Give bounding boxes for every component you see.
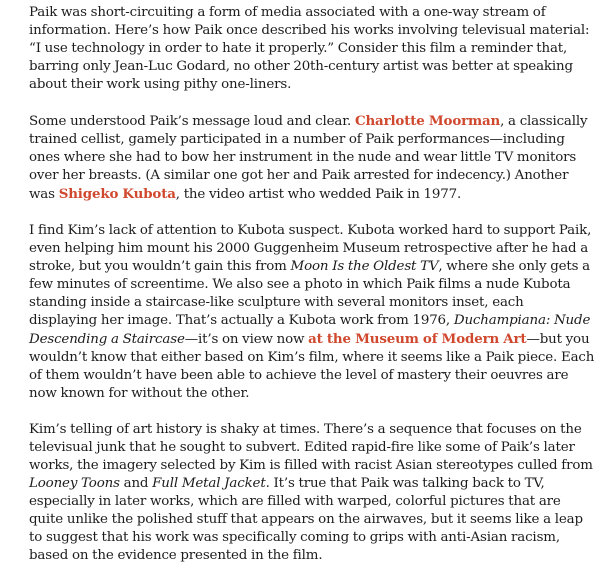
- link-museum-of-modern-art[interactable]: at the Museum of Modern Art: [308, 331, 527, 347]
- paragraph-3: [29, 222, 595, 403]
- paragraph-4-text-3: . It’s true that Paik was talking back to TV, especially in later works, which are filled with warped, colorful pictures that are quite unlike the polished stuff that appears on the airwaves, but it seems like a leap to suggest that his work was specifically coming to grips with anti-Asian racism, based on the evidence presented in the film.: [29, 476, 583, 563]
- paragraph-4-text-1: Kim’s telling of art history is shaky at times. There’s a sequence that focuses on the televisual junk that he sought to subvert. Edited rapid-fire like some of Paik’s later works, the imagery selected by Kim is filled with racist Asian stereotypes culled from: [29, 422, 593, 473]
- link-shigeko-kubota[interactable]: Shigeko Kubota: [58, 186, 176, 202]
- paragraph-2-text-1: Some understood Paik’s message loud and clear.: [29, 114, 355, 129]
- paragraph-3-text-4: —but you wouldn’t know that either based on Kim’s film, where it seems like a Paik piece. Each of them wouldn’t have been able to achieve the level of mastery their oeuvres are now known for without the other.: [29, 332, 595, 401]
- paragraph-3-text-1: I find Kim’s lack of attention to Kubota suspect. Kubota worked hard to support Paik, even helping him mount his 2000 Guggenheim Museum retrospective after he had a stroke, but you wouldn’t gain this from: [29, 223, 592, 274]
- link-charlotte-moorman[interactable]: Charlotte Moorman: [354, 113, 501, 129]
- paragraph-3-text-3: —it’s on view now: [184, 332, 309, 347]
- paragraph-4: [29, 421, 595, 565]
- film-title-moon-is-the-oldest-tv: Moon Is the Oldest TV: [290, 259, 439, 274]
- paragraph-2-text-3: , the video artist who wedded Paik in 1977.: [175, 187, 462, 202]
- paragraph-2: [29, 112, 595, 204]
- paragraph-2-text-2: , a classically trained cellist, gamely participated in a number of Paik performances—including ones where she had to bow her instrument in the nude and wear little TV monitors over her breasts. (A similar one got her and Paik arrested for indecency.) Another was: [29, 114, 588, 202]
- artwork-title-duchampiana: Duchampiana: Nude Descending a Staircase: [29, 313, 591, 347]
- title-full-metal-jacket: Full Metal Jacket: [152, 476, 266, 491]
- paragraph-1-text: Paik was short-circuiting a form of media associated with a one-way stream of information. Here’s how Paik once described his works involving televisual material: “I use technology in order to hate it properly.” Consider this film a reminder that, barring only Jean-Luc Godard, no other 20th-century artist was better at speaking about their work using pithy one-liners.: [29, 5, 590, 92]
- title-looney-toons: Looney Toons: [29, 476, 120, 491]
- paragraph-4-text-2: and: [119, 476, 153, 491]
- paragraph-1: [29, 4, 595, 94]
- paragraph-3-text-2: , where she only gets a few minutes of screentime. We also see a photo in which Paik films a nude Kubota standing inside a staircase-like sculpture with several monitors inset, each displaying her image. That’s actually a Kubota work from 1976,: [29, 259, 591, 328]
- article-body: [29, 4, 595, 583]
